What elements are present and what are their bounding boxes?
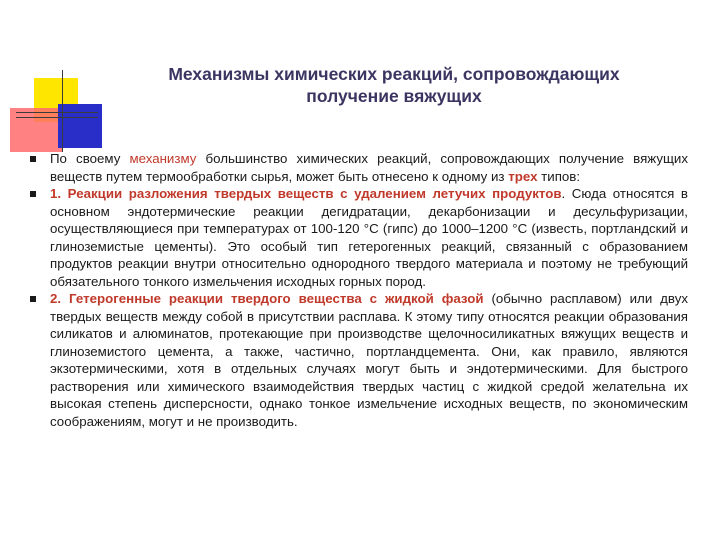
bullet-icon (30, 296, 36, 302)
bullet-item-heterogeneous (24, 290, 688, 430)
decomposition-text: Сюда относятся в основном эндотермические реакции дегидратации, декарбонизации и десульфуризации, осуществляющиеся при температурах от 100-120 °С (гипс) до 1000–1200 °С (известь, портландский и глиноземистые цементы). Это особый тип гетерогенных реакций, связанный с образованием продуктов реакции внутри относительно однородного твердого материала и поэтому не требующий обязательного тонкого измельчения исходных горных пород. (50, 186, 689, 289)
slide-title-line2: получение вяжущих (306, 86, 482, 106)
bullet-icon (30, 191, 36, 197)
decorative-horizontal-line (16, 117, 98, 118)
decorative-blue-square (58, 104, 102, 148)
highlight-mechanism: механизму (129, 151, 197, 166)
decorative-red-square (10, 108, 62, 152)
slide-title (104, 63, 684, 107)
heterogeneous-heading: 2. Гетерогенные реакции твердого вещества с жидкой фазой (50, 291, 484, 306)
heterogeneous-text: (обычно расплавом) или двух твердых веществ между собой в присутствии расплава. К этому типу относятся реакции образования силикатов и алюминатов, протекающие при производстве щелочносиликатных вяжущих веществ и глиноземистого цемента, а также, частично, портландцемента. Они, как правило, являются экзотермическими, хотя в отдельных случаях могут быть и эндотермическими. Для быстрого растворения или химического взаимодействия твердых частиц с жидкой средой желательна их высокая степень дисперсности, однако тонкое измельчение исходных веществ, по экономическим соображениям, могут и не производить. (50, 291, 688, 429)
bullet-item-intro: По своему механизму большинство химических реакций, сопровождающих получение вяжущих веществ путем термообработки сырья, может быть отнесено к одному из трех типов: (24, 150, 688, 185)
decorative-vertical-line (62, 70, 63, 152)
bullet-icon (30, 156, 36, 162)
highlight-three: трех (508, 168, 538, 184)
bullet-item-decomposition: 1. Реакции разложения твердых веществ с удалением летучих продуктов. Сюда относятся в основном эндотермические реакции дегидратации, декарбонизации и десульфуризации, осуществляющиеся при температурах от 100-120 °С (гипс) до 1000–1200 °С (известь, портландский и глиноземистые цементы). Это особый тип гетерогенных реакций, связанный с образованием продуктов реакции внутри относительно однородного твердого материала и поэтому не требующий обязательного тонкого измельчения исходных горных пород. (24, 185, 688, 290)
decomposition-heading: 1. Реакции разложения твердых веществ с удалением летучих продуктов (50, 186, 562, 201)
slide-body (24, 150, 688, 430)
decorative-horizontal-line (16, 112, 98, 113)
slide-title-line1: Механизмы химических реакций, сопровождающих (168, 64, 620, 84)
